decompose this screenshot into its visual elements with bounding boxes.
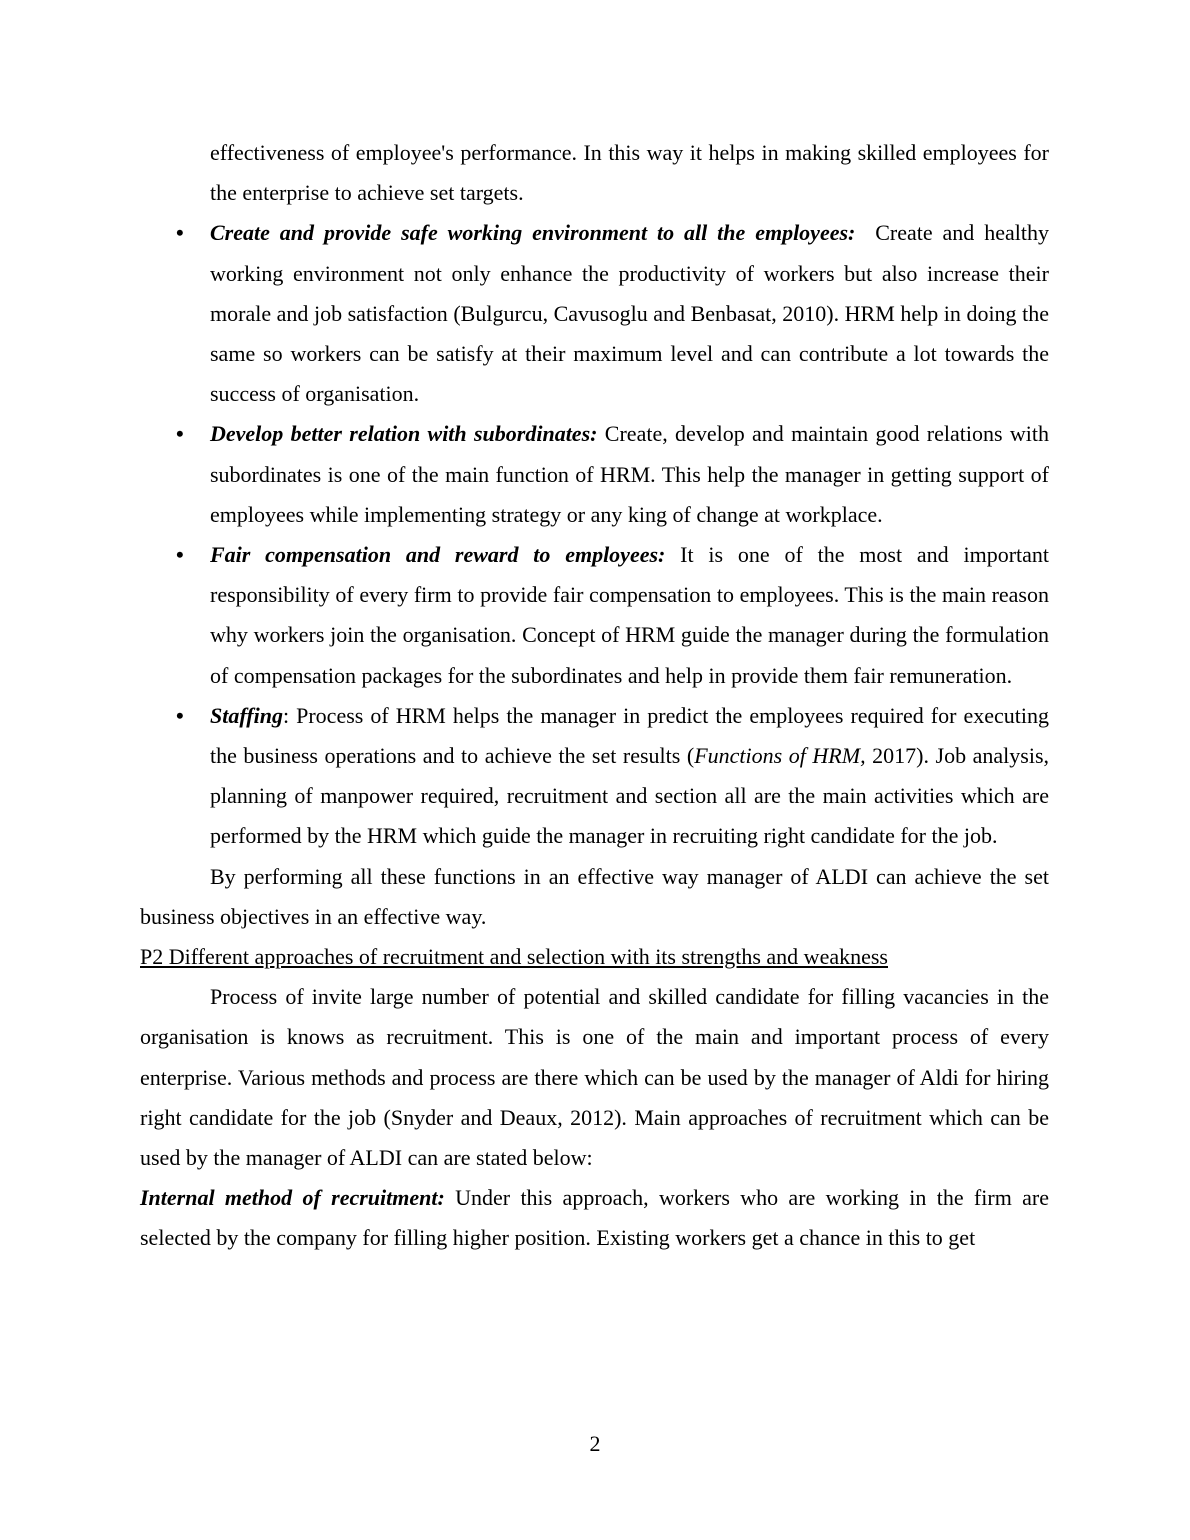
page-number: 2	[589, 1431, 601, 1456]
bullet-title: Fair compensation and reward to employees:	[210, 542, 666, 568]
list-item	[140, 535, 1049, 696]
bullet-text-end: 2017). Job analysis, planning of manpower required, recruitment and section all are the main activities which are performed by the HRM which guide the manager in recruiting right candidate for the job.	[210, 743, 1050, 849]
internal-method-paragraph	[140, 1178, 1049, 1258]
bullet-title: Staffing	[210, 702, 283, 728]
internal-method-text: Under this approach, workers who are working in the firm are selected by the company for filling higher position. Existing workers get a chance in this to get	[140, 1185, 1049, 1251]
internal-method-title: Internal method of recruitment:	[140, 1185, 445, 1211]
bullet-title: Create and provide safe working environment to all the employees:	[210, 220, 856, 246]
hrm-functions-list	[140, 213, 1055, 856]
bullet-icon: •	[176, 421, 184, 447]
bullet-title: Develop better relation with subordinates:	[210, 421, 598, 447]
bullet-icon: •	[176, 542, 184, 568]
continuation-paragraph: effectiveness of employee's performance. In this way it helps in making skilled employees for the enterprise to achieve set targets.	[210, 140, 1049, 206]
citation: Functions of HRM,	[694, 743, 866, 769]
page-body	[140, 133, 1055, 1259]
list-item	[140, 696, 1049, 857]
bullet-text: Create, develop and maintain good relations with subordinates is one of the main function of HRM. This help the manager in getting support of employees while implementing strategy or any king of change at workplace.	[210, 421, 1049, 527]
recruitment-paragraph: Process of invite large number of potential and skilled candidate for filling vacancies in the organisation is knows as recruitment. This is one of the main and important process of every enterprise. Various methods and process are there which can be used by the manager of Aldi for hiring right candidate for the job (Snyder and Deaux, 2012). Main approaches of recruitment which can be used by the manager of ALDI can are stated below:	[140, 984, 1049, 1171]
list-item	[140, 414, 1049, 535]
bullet-icon: •	[176, 220, 184, 246]
bullet-text: : Process of HRM helps the manager in predict the employees required for executing the business operations and to achieve the set results (	[210, 702, 1049, 769]
list-item	[140, 213, 1055, 414]
bullet-icon: •	[176, 702, 184, 728]
bullet-text: Create and healthy working environment not only enhance the productivity of workers but also increase their morale and job satisfaction (Bulgurcu, Cavusoglu and Benbasat, 2010). HRM help in doing the same so workers can be satisfy at their maximum level and can contribute a lot towards the success of organisation.	[210, 220, 1055, 407]
section-heading: P2 Different approaches of recruitment and selection with its strengths and weakness	[140, 944, 888, 970]
bullet-text: It is one of the most and important responsibility of every firm to provide fair compensation to employees. This is the main reason why workers join the organisation. Concept of HRM guide the manager during the formulation of compensation packages for the subordinates and help in provide them fair remuneration.	[210, 542, 1050, 688]
conclusion-paragraph: By performing all these functions in an effective way manager of ALDI can achieve the set business objectives in an effective way.	[140, 863, 1049, 929]
